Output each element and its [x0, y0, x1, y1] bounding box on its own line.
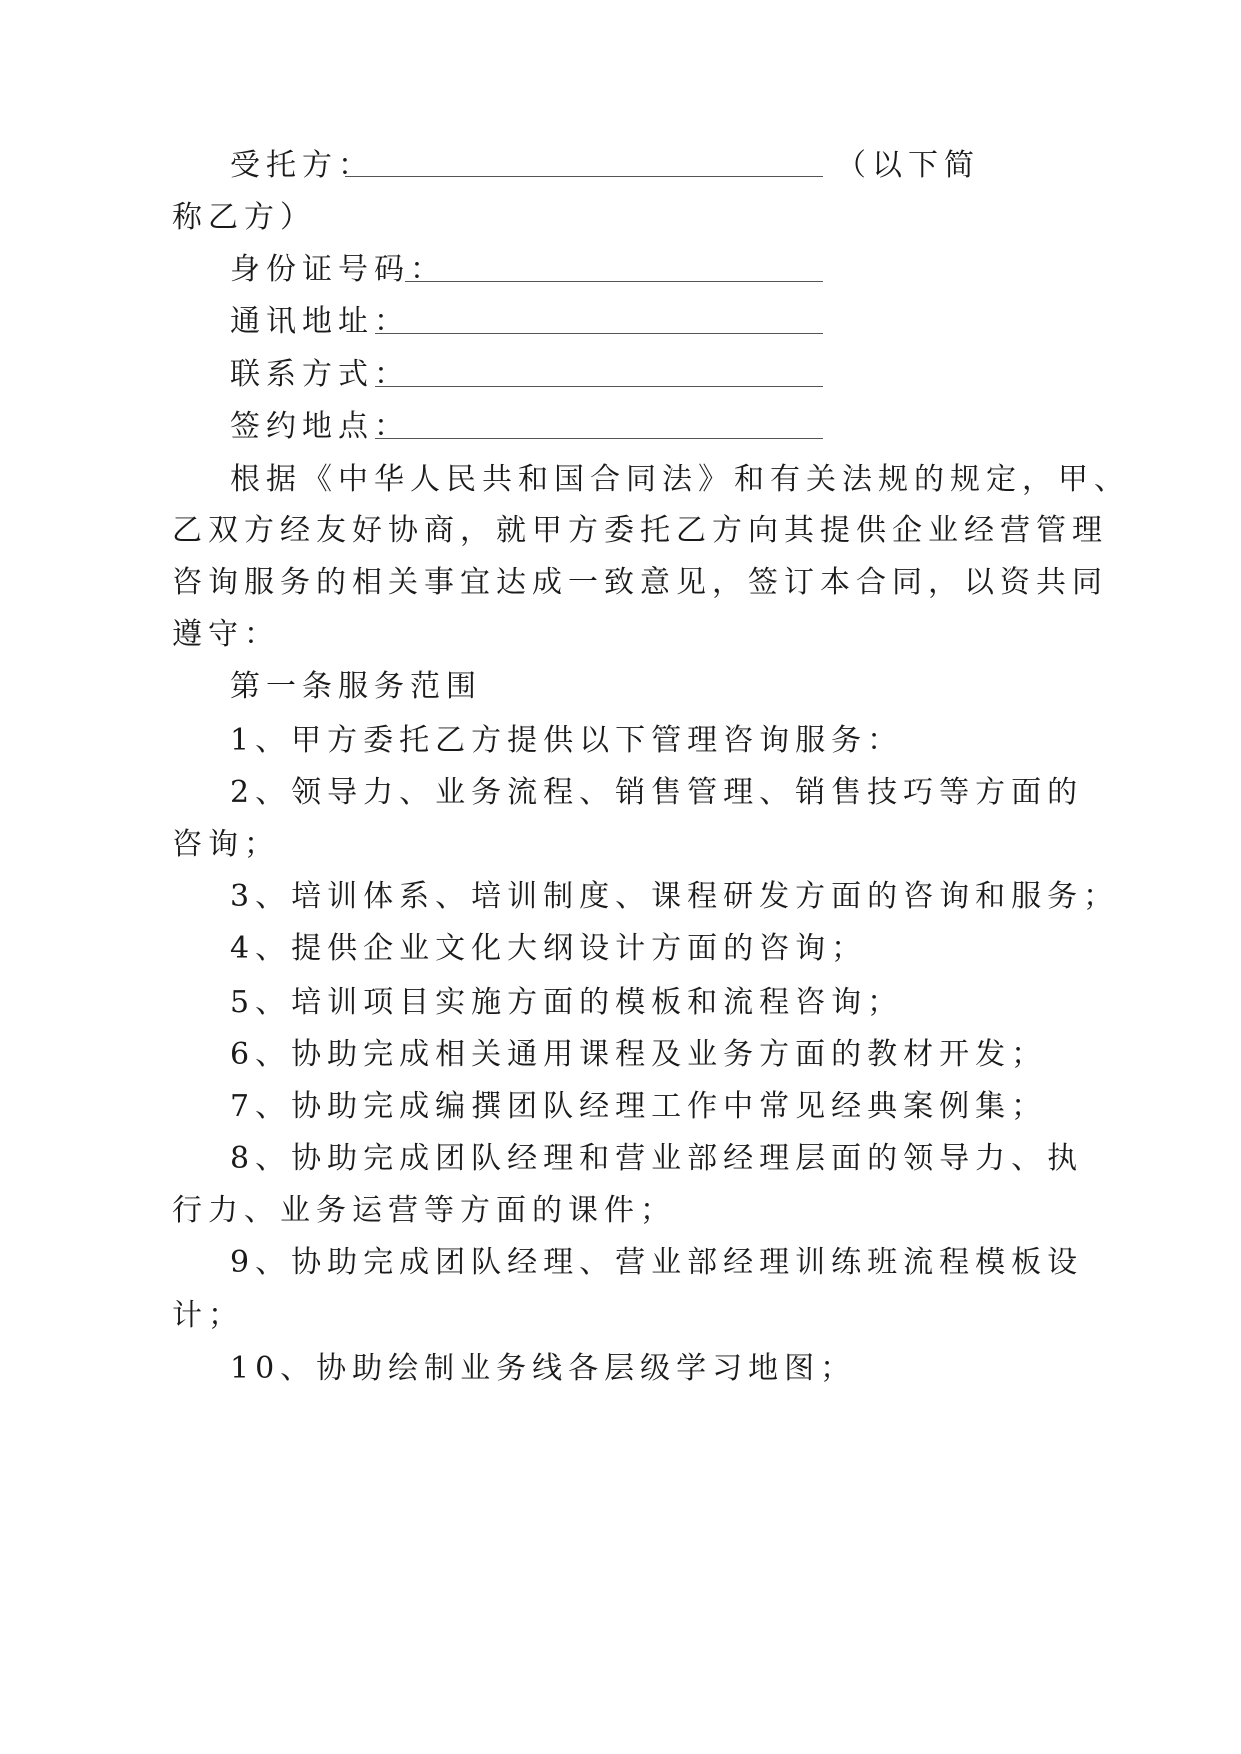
item-8-continuation: 行力、业务运营等方面的课件； [172, 1193, 676, 1228]
id-number-fill-line [405, 281, 823, 282]
field-label-trustee: 受托方： [230, 148, 374, 183]
intro-line-3: 咨询服务的相关事宜达成一致意见，签订本合同，以资共同 [172, 565, 1108, 600]
item-7: 7、协助完成编撰团队经理工作中常见经典案例集； [230, 1089, 1048, 1124]
address-fill-line [375, 333, 823, 334]
item-1: 1、甲方委托乙方提供以下管理咨询服务： [230, 723, 904, 758]
contact-fill-line [375, 386, 823, 387]
field-label-id-number: 身份证号码： [230, 252, 446, 287]
field-suffix-trustee: （以下简 [836, 148, 980, 183]
intro-line-4: 遵守： [172, 617, 280, 652]
signing-place-fill-line [375, 438, 823, 439]
field-label-signing-place: 签约地点： [230, 409, 410, 444]
item-2: 2、领导力、业务流程、销售管理、销售技巧等方面的 [230, 775, 1084, 810]
item-9-continuation: 计； [172, 1298, 244, 1333]
field-continuation-trustee: 称乙方） [172, 200, 316, 235]
item-9: 9、协助完成团队经理、营业部经理训练班流程模板设 [230, 1245, 1084, 1280]
field-label-contact: 联系方式： [230, 357, 410, 392]
item-5: 5、培训项目实施方面的模板和流程咨询； [230, 985, 904, 1020]
item-2-continuation: 咨询； [172, 827, 280, 862]
intro-line-1: 根据《中华人民共和国合同法》和有关法规的规定，甲、 [230, 462, 1130, 497]
field-label-address: 通讯地址： [230, 304, 410, 339]
item-10: 10、协助绘制业务线各层级学习地图； [230, 1351, 857, 1386]
item-3: 3、培训体系、培训制度、课程研发方面的咨询和服务； [230, 879, 1120, 914]
item-6: 6、协助完成相关通用课程及业务方面的教材开发； [230, 1037, 1048, 1072]
intro-line-2: 乙双方经友好协商，就甲方委托乙方向其提供企业经营管理 [172, 513, 1108, 548]
article-title: 第一条服务范围 [230, 669, 482, 704]
item-8: 8、协助完成团队经理和营业部经理层面的领导力、执 [230, 1141, 1084, 1176]
item-4: 4、提供企业文化大纲设计方面的咨询； [230, 931, 868, 966]
trustee-fill-line [345, 176, 823, 177]
